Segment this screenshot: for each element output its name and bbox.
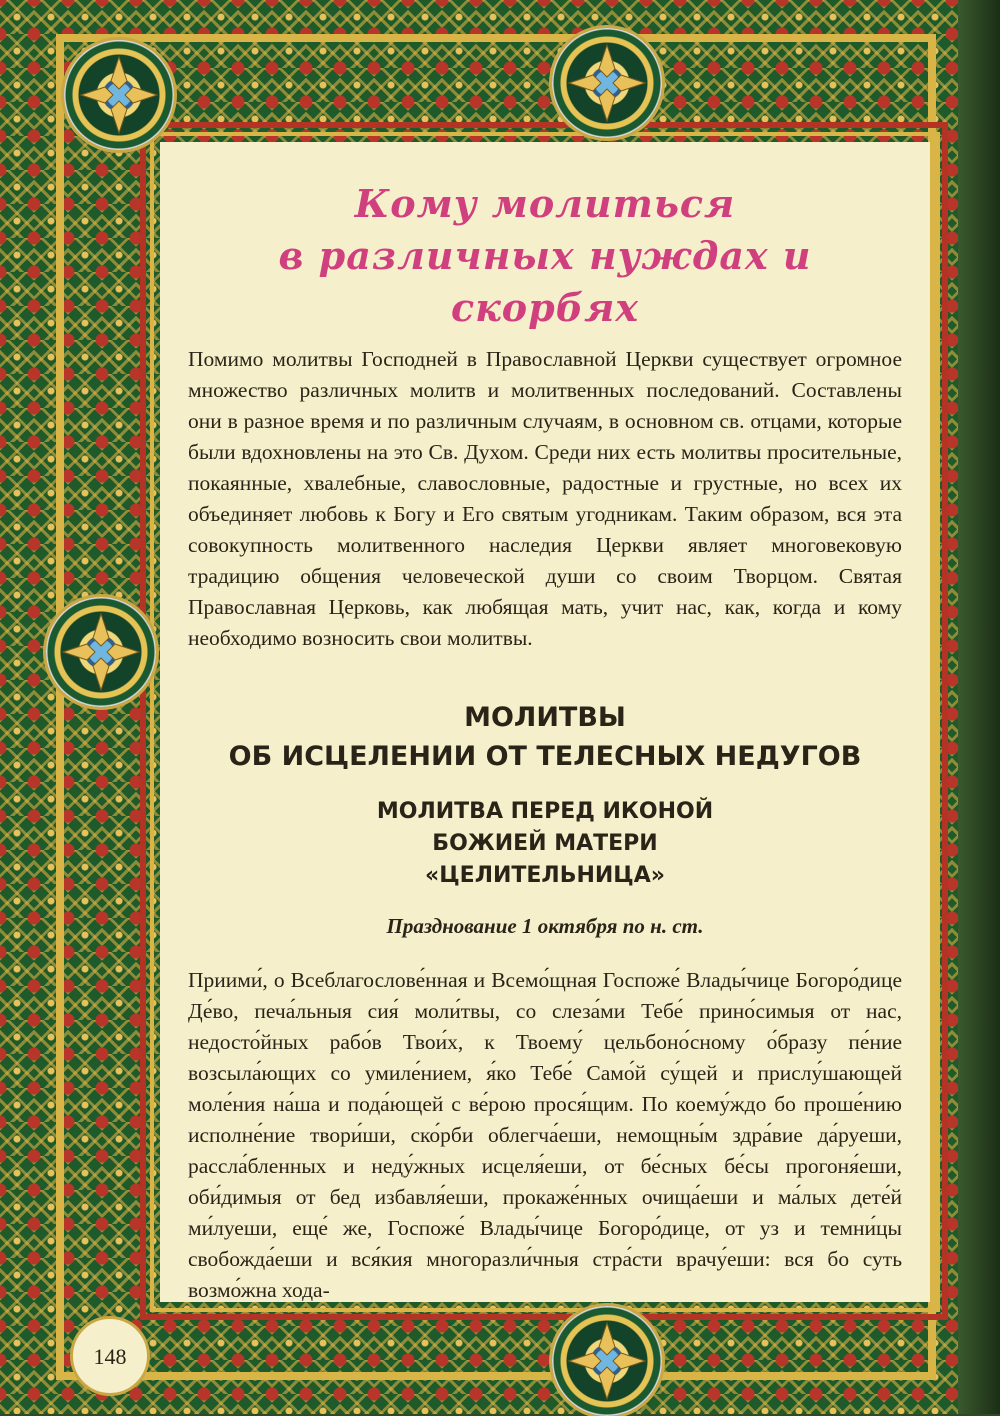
medallion-ornament-left-middle [46, 597, 156, 707]
page-title [188, 178, 902, 334]
cross-ornament-icon [57, 608, 145, 696]
page-title-line1: Кому молиться [354, 181, 736, 226]
page-number: 148 [70, 1316, 150, 1396]
section-title [188, 698, 902, 776]
page-title-line2: в различных нуждах и скорбях [278, 233, 812, 330]
prayer-title-line1: МОЛИТВА ПЕРЕД ИКОНОЙ [376, 799, 714, 824]
cross-ornament-icon [563, 1317, 651, 1405]
section-title-line1: МОЛИТВЫ [464, 702, 626, 733]
cross-ornament-icon [75, 51, 163, 139]
medallion-ornament-top-center [552, 28, 662, 138]
intro-paragraph: Помимо молитвы Господней в Православной Церкви существует огромное множество различных молитв и молитвенных последований. Составлены они в разное время и по различным случаям, в основном св. отцами, которые были вдохновлены на это Св. Духом. Среди них есть молитвы просительные, покаянные, хвалебные, славословные, радостные и грустные, но всех их объединяет любовь к Богу и Его святым угодникам. Таким образом, вся эта совокупность молитвенного наследия Церкви являет многовековую традицию общения человеческой души со своим Творцом. Святая Православная Церковь, как любящая мать, учит нас, как, когда и кому необходимо возносить свои молитвы. [188, 347, 902, 650]
cross-ornament-icon [563, 39, 651, 127]
prayer-title [188, 796, 902, 892]
section-title-line2: ОБ ИСЦЕЛЕНИИ ОТ ТЕЛЕСНЫХ НЕДУГОВ [228, 741, 862, 772]
feast-date: Празднование 1 октября по н. ст. [386, 914, 704, 938]
book-spine-shadow [958, 0, 1000, 1414]
prayer-title-line3: «ЦЕЛИТЕЛЬНИЦА» [425, 863, 665, 888]
prayer-text: Приими́, о Всеблагослове́нная и Всемо́щная Госпоже́ Влады́чице Богоро́дице Де́во, печа́льныя сия́ моли́твы, со слеза́ми Тебе́ прино́симыя от нас, недосто́йных рабо́в Твои́х, к Твоему́ цельбоно́сному о́бразу пе́ние возсыла́ющих со умиле́нием, я́ко Тебе́ Само́й су́щей и прислу́шающей моле́ния на́ша и пода́ющей с ве́рою прося́щим. По коему́ждо бо проше́нию исполне́ние твори́ши, ско́рби облегча́еши, немощны́м здра́вие да́руеши, рассла́бленных и неду́жных исцеля́еши, от бе́сных бе́сы прогоня́еши, оби́димыя от бед избавля́еши, прокаже́нных очища́еши и ма́лых дете́й ми́луеши, еще́ же, Госпоже́ Влады́чице Богоро́дице, от уз и темни́цы свобожда́еши и вся́кия многоразли́чныя стра́сти врачу́еши: вся бо суть возмо́жна хода- [188, 968, 902, 1302]
medallion-ornament-bottom-center [552, 1306, 662, 1416]
prayer-title-line2: БОЖИЕЙ МАТЕРИ [432, 831, 658, 856]
text-panel [160, 142, 930, 1302]
medallion-ornament-top-left [64, 40, 174, 150]
